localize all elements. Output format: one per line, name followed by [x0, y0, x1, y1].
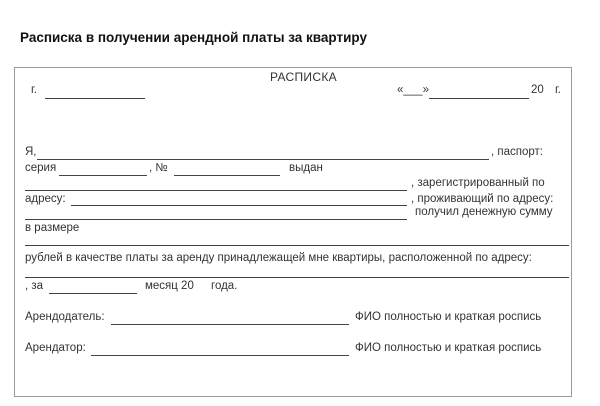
- landlord-signature-hint: ФИО полностью и краткая роспись: [355, 311, 542, 323]
- passport-label: , паспорт:: [491, 146, 543, 158]
- receipt-form: [14, 67, 572, 397]
- page-heading: Расписка в получении арендной платы за квартиру: [20, 30, 367, 45]
- tenant-signature-hint: ФИО полностью и краткая роспись: [355, 342, 542, 354]
- apartment-address-field[interactable]: [25, 277, 569, 278]
- landlord-signature-field[interactable]: [111, 324, 349, 325]
- residence-address-field[interactable]: [25, 219, 407, 220]
- month-label: месяц 20: [145, 280, 194, 292]
- period-prefix: , за: [25, 280, 44, 292]
- amount-field[interactable]: [25, 245, 569, 246]
- registration-address-field[interactable]: [71, 205, 407, 206]
- year-prefix: 20: [531, 84, 544, 96]
- issued-by-field[interactable]: [25, 190, 407, 191]
- address-label: адресу:: [25, 193, 66, 205]
- amount-label: в размере: [25, 222, 80, 234]
- purpose-text: рублей в качестве платы за аренду принадлежащей мне квартиры, расположенной по адресу:: [25, 252, 532, 264]
- date-day-field[interactable]: «___»: [397, 84, 429, 96]
- year-word: года.: [211, 280, 238, 292]
- residing-label: , проживающий по адресу:: [411, 193, 554, 205]
- issued-label: выдан: [289, 162, 323, 174]
- landlord-label: Арендодатель:: [25, 311, 105, 323]
- passport-series-field[interactable]: [59, 175, 147, 176]
- city-label: г.: [31, 84, 37, 96]
- number-label: , №: [149, 162, 168, 174]
- form-title: РАСПИСКА: [270, 70, 337, 84]
- passport-number-field[interactable]: [174, 175, 280, 176]
- period-field[interactable]: [49, 293, 137, 294]
- city-field[interactable]: [45, 98, 145, 99]
- registered-label: , зарегистрированный по: [411, 177, 545, 189]
- year-suffix: г.: [555, 84, 561, 96]
- received-label: получил денежную сумму: [415, 206, 553, 218]
- tenant-label: Арендатор:: [25, 342, 86, 354]
- full-name-field[interactable]: [37, 159, 489, 160]
- tenant-signature-field[interactable]: [91, 355, 349, 356]
- date-month-field[interactable]: [429, 98, 529, 99]
- i-label: Я,: [25, 146, 37, 158]
- series-label: серия: [25, 162, 57, 174]
